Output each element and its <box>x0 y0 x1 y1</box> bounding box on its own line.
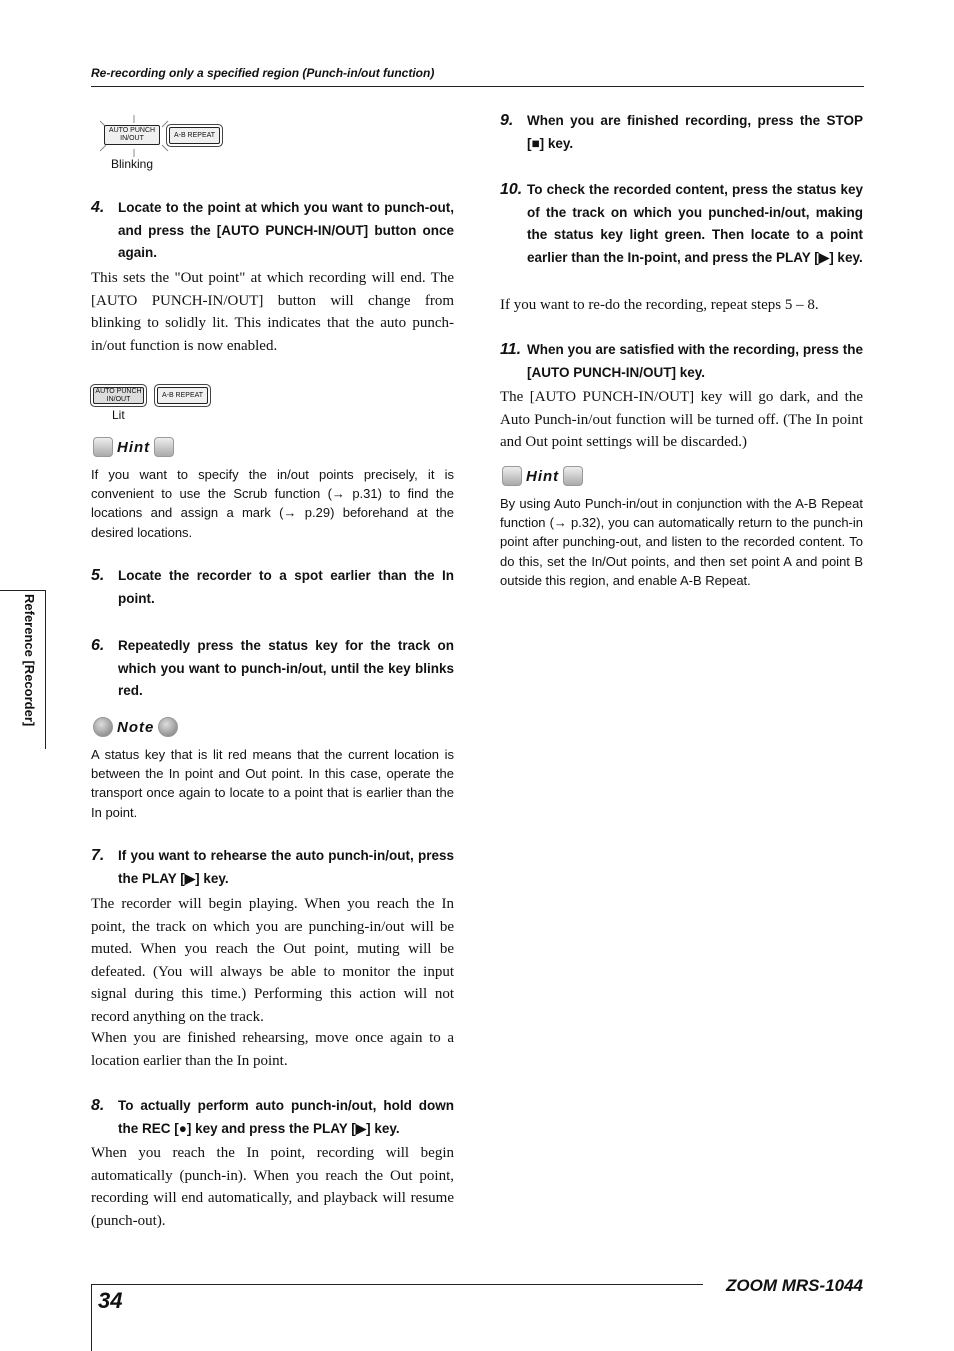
step-6 <box>91 635 454 703</box>
hint-icon <box>154 437 174 457</box>
hint-text: By using Auto Punch-in/out in conjunction with the A-B Repeat function (→ p.32), you can automatically return to the punch-in point after punching-out, and listen to the recorded content. To do this, set the In/Out points, and then set point A and point B outside this region, and enable A-B Repeat. <box>500 496 863 588</box>
step-text: Locate to the point at which you want to punch-out, and press the [AUTO PUNCH-IN/OUT] button once again. <box>118 200 454 260</box>
footer-vline <box>91 1284 92 1351</box>
ab-repeat-button: A-B REPEAT <box>169 127 220 144</box>
auto-punch-inout-button: AUTO PUNCH IN/OUT <box>93 387 144 404</box>
step-text: If you want to rehearse the auto punch-in/out, press the PLAY [▶] key. <box>118 848 454 886</box>
step-number: 5. <box>91 567 105 584</box>
step-number: 10. <box>500 181 523 198</box>
step-7-body-2: When you are finished rehearsing, move once again to a location earlier than the In point. <box>91 1030 454 1069</box>
hint-title: Hint <box>117 438 151 456</box>
hint-heading <box>502 466 583 486</box>
figure-caption: Lit <box>112 408 125 422</box>
step-text: Locate the recorder to a spot earlier than the In point. <box>118 568 454 606</box>
hint-icon <box>563 466 583 486</box>
step-text: Repeatedly press the status key for the track on which you want to punch-in/out, until the key blinks red. <box>118 638 454 698</box>
step-text: When you are finished recording, press the STOP [■] key. <box>527 113 863 151</box>
step-10 <box>500 179 863 269</box>
step-11-body: The [AUTO PUNCH-IN/OUT] key will go dark, and the Auto Punch-in/out function will be turned off. (The In point and Out point settings will be discarded.) <box>500 389 863 450</box>
step-number: 7. <box>91 847 105 864</box>
step-text: To check the recorded content, press the status key of the track on which you punched-in/out, making the status key light green. Then locate to a point earlier than the In-point, and press the PLAY [▶] key. <box>527 182 863 265</box>
page-number: 34 <box>98 1288 123 1313</box>
step-8 <box>91 1095 454 1140</box>
hint-icon <box>93 437 113 457</box>
note-text: A status key that is lit red means that the current location is between the In point and Out point. In this case, operate the transport once again to locate to a point that is earlier than the In point. <box>91 747 454 820</box>
step-number: 9. <box>500 112 514 129</box>
step-8-body: When you reach the In point, recording will begin automatically (punch-in). When you reach the Out point, recording will end automatically, and playback will resume (punch-out). <box>91 1145 454 1229</box>
step-text: When you are satisfied with the recording, press the [AUTO PUNCH-IN/OUT] key. <box>527 342 863 380</box>
step-number: 8. <box>91 1097 105 1114</box>
header-rule <box>91 86 864 87</box>
note-title: Note <box>117 718 155 736</box>
running-header: Re-recording only a specified region (Punch-in/out function) <box>91 66 435 80</box>
hint-heading <box>93 437 174 457</box>
footer-rule <box>91 1284 703 1285</box>
note-icon <box>93 717 113 737</box>
product-name: ZOOM MRS-1044 <box>726 1276 863 1295</box>
hint-icon <box>502 466 522 486</box>
hint-text: If you want to specify the in/out points precisely, it is convenient to use the Scrub function (→ p.31) to find the locations and assign a mark (→ p.29) beforehand at the desired locations. <box>91 467 454 540</box>
note-heading <box>93 717 178 737</box>
auto-punch-inout-button: AUTO PUNCH IN/OUT <box>104 125 160 145</box>
note-icon <box>158 717 178 737</box>
ab-repeat-button: A-B REPEAT <box>157 387 208 404</box>
step-text: To actually perform auto punch-in/out, hold down the REC [●] key and press the PLAY [▶] key. <box>118 1098 454 1136</box>
step-4-body: This sets the "Out point" at which recording will end. The [AUTO PUNCH-IN/OUT] button will change from blinking to solidly lit. This indicates that the auto punch-in/out function is now enabled. <box>91 270 454 354</box>
step-10-body: If you want to re-do the recording, repeat steps 5 – 8. <box>500 297 819 313</box>
hint-title: Hint <box>526 467 560 485</box>
step-11 <box>500 339 863 384</box>
step-5 <box>91 565 454 610</box>
side-tab-label: Reference [Recorder] <box>22 594 37 727</box>
step-number: 11. <box>500 341 522 358</box>
step-7 <box>91 845 454 890</box>
step-9 <box>500 110 863 155</box>
step-number: 6. <box>91 637 105 654</box>
step-number: 4. <box>91 199 105 216</box>
step-7-body: The recorder will begin playing. When you reach the In point, the track on which you are punching-in/out will be muted. When you reach the Out point, muting will be defeated. (You will always be able to monitor the input signal during this time.) Performing this action will not record anything on the track. <box>91 896 454 1025</box>
step-4 <box>91 197 454 265</box>
figure-caption: Blinking <box>111 157 154 171</box>
